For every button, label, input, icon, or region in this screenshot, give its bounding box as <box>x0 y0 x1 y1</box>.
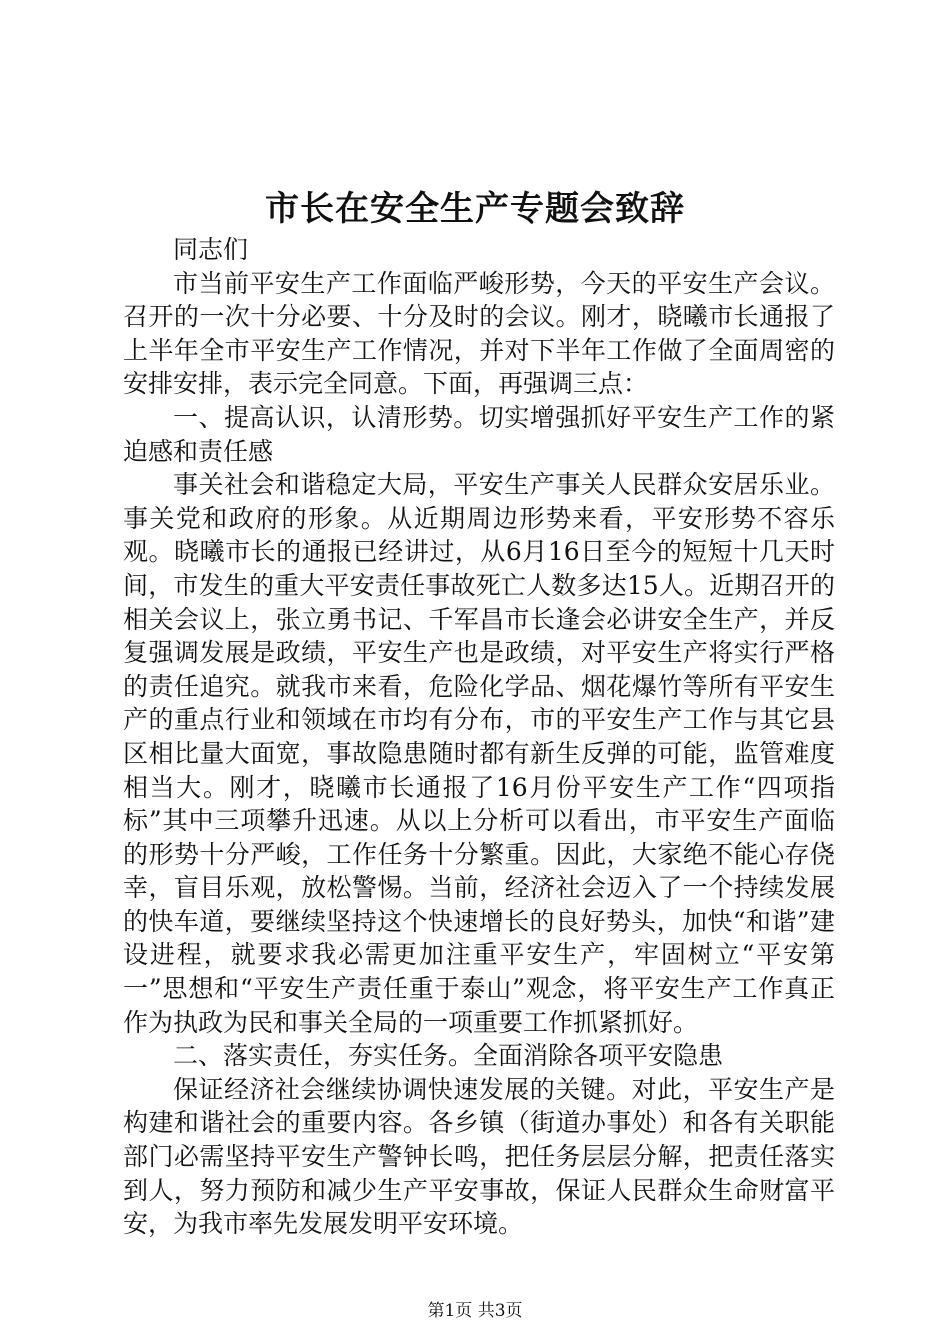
document-body <box>123 233 835 1241</box>
salutation-paragraph: 同志们 <box>173 235 249 264</box>
section-heading-2: 二、落实责任，夯实任务。全面消除各项平安隐患 <box>173 1041 724 1071</box>
section-heading-1: 一、提高认识，认清形势。切实增强抓好平安生产工作的紧迫感和责任感 <box>123 402 835 466</box>
page-footer: 第1页 共3页 <box>427 1301 523 1321</box>
section-1-paragraph: 事关社会和谐稳定大局，平安生产事关人民群众安居乐业。事关党和政府的形象。从近期周边形势来看，平安形势不容乐观。晓曦市长的通报已经讲过，从6月16日至今的短短十几天时间，市发生的重大平安责任事故死亡人数多达15人。近期召开的相关会议上，张立勇书记、千军昌市长逢会必讲安全生产，并反复强调发展是政绩，平安生产也是政绩，对平安生产将实行严格的责任追究。就我市来看，危险化学品、烟花爆竹等所有平安生产的重点行业和领域在市均有分布，市的平安生产工作与其它县区相比量大面宽，事故隐患随时都有新生反弹的可能，监管难度相当大。刚才，晓曦市长通报了16月份平安生产工作“四项指标”其中三项攀升迅速。从以上分析可以看出，市平安生产面临的形势十分严峻，工作任务十分繁重。因此，大家绝不能心存侥幸，盲目乐观，放松警惕。当前，经济社会迈入了一个持续发展的快车道，要继续坚持这个快速增长的良好势头，加快“和谐”建设进程，就要求我必需更加注重平安生产，牢固树立“平安第一”思想和“平安生产责任重于泰山”观念，将平安生产工作真正作为执政为民和事关全局的一项重要工作抓紧抓好。 <box>123 470 835 1037</box>
section-2-paragraph: 保证经济社会继续协调快速发展的关键。对此，平安生产是构建和谐社会的重要内容。各乡镇（街道办事处）和各有关职能部门必需坚持平安生产警钟长鸣，把任务层层分解，把责任落实到人，努力预防和减少生产平安事故，保证人民群众生命财富平安，为我市率先发展发明平安环境。 <box>123 1074 835 1239</box>
intro-paragraph: 市当前平安生产工作面临严峻形势，今天的平安生产会议。召开的一次十分必要、十分及时的会议。刚才，晓曦市长通报了上半年全市平安生产工作情况，并对下半年工作做了全面周密的安排安排，表示完全同意。下面，再强调三点： <box>123 268 835 399</box>
document-title: 市长在安全生产专题会致辞 <box>265 189 685 229</box>
